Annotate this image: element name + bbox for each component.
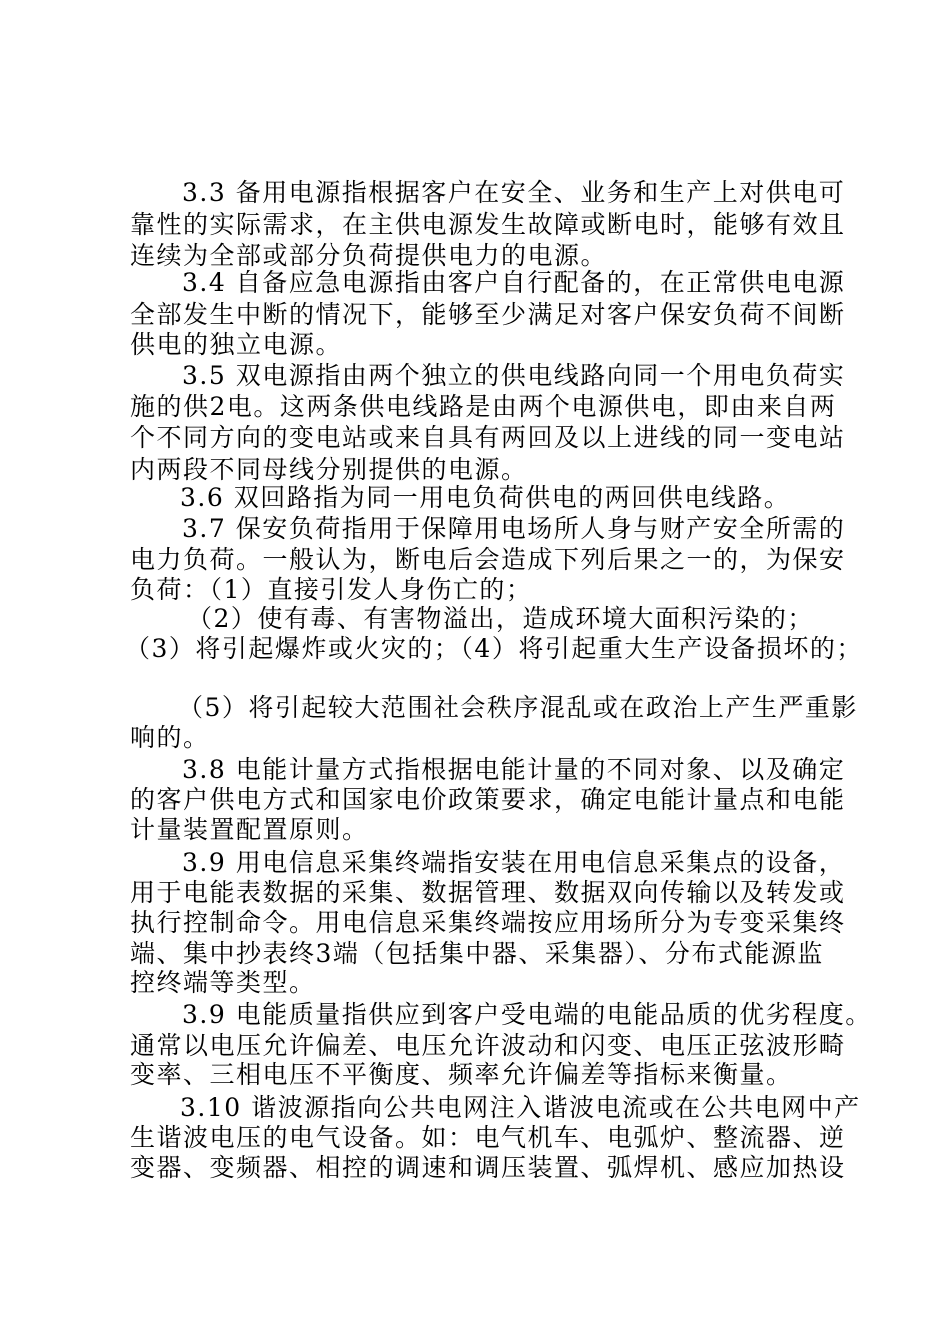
text-line: 3.3 备用电源指根据客户在安全、业务和生产上对供电可 [182, 178, 846, 207]
text-line: 3.7 保安负荷指用于保障用电场所人身与财产安全所需的 [182, 514, 846, 543]
text-line: 计量装置配置原则。 [130, 815, 369, 844]
text-line: 施的供2电。这两条供电线路是由两个电源供电，即由来自两 [130, 392, 837, 421]
text-line: 3.5 双电源指由两个独立的供电线路向同一个用电负荷实 [182, 361, 846, 390]
text-line: 变器、变频器、相控的调速和调压装置、弧焊机、感应加热设 [130, 1153, 846, 1182]
text-line: 控终端等类型。 [130, 968, 316, 997]
text-line: 负荷：（1）直接引发人身伤亡的； [130, 575, 533, 604]
text-line: （3）将引起爆炸或火灾的；（4）将引起重大生产设备损坏的； [125, 634, 863, 663]
text-line: 3.4 自备应急电源指由客户自行配备的，在正常供电电源 [182, 268, 846, 297]
text-line: 变率、三相电压不平衡度、频率允许偏差等指标来衡量。 [130, 1060, 793, 1089]
text-line: 3.9 电能质量指供应到客户受电端的电能品质的优劣程度。 [182, 1000, 872, 1029]
text-line: 供电的独立电源。 [130, 330, 343, 359]
text-line: 个不同方向的变电站或来自具有两回及以上进线的同一变电站 [130, 423, 846, 452]
text-line: 全部发生中断的情况下，能够至少满足对客户保安负荷不间断 [130, 300, 846, 329]
text-line: 通常以电压允许偏差、电压允许波动和闪变、电压正弦波形畸 [130, 1031, 846, 1060]
text-line: （5）将引起较大范围社会秩序混乱或在政治上产生严重影 [178, 693, 858, 722]
text-line: 内两段不同母线分别提供的电源。 [130, 455, 528, 484]
text-line: 响的。 [130, 723, 210, 752]
text-line: 的客户供电方式和国家电价政策要求，确定电能计量点和电能 [130, 785, 846, 814]
text-line: 生谐波电压的电气设备。如：电气机车、电弧炉、整流器、逆 [130, 1123, 846, 1152]
text-line: （2）使有毒、有害物溢出，造成环境大面积污染的； [187, 604, 814, 633]
text-line: 3.8 电能计量方式指根据电能计量的不同对象、以及确定 [182, 755, 846, 784]
text-line: 用于电能表数据的采集、数据管理、数据双向传输以及转发或 [130, 878, 846, 907]
text-line: 靠性的实际需求，在主供电源发生故障或断电时，能够有效且 [130, 210, 846, 239]
text-line: 3.10 谐波源指向公共电网注入谐波电流或在公共电网中产 [180, 1093, 861, 1122]
text-line: 端、集中抄表终3端（包括集中器、采集器）、分布式能源监 [130, 939, 824, 968]
text-line: 执行控制命令。用电信息采集终端按应用场所分为专变采集终 [130, 908, 846, 937]
text-line: 连续为全部或部分负荷提供电力的电源。 [130, 241, 608, 270]
text-line: 3.6 双回路指为同一用电负荷供电的两回供电线路。 [180, 483, 791, 512]
text-line: 电力负荷。一般认为，断电后会造成下列后果之一的，为保安 [130, 545, 846, 574]
text-line: 3.9 用电信息采集终端指安装在用电信息采集点的设备， [182, 848, 846, 877]
